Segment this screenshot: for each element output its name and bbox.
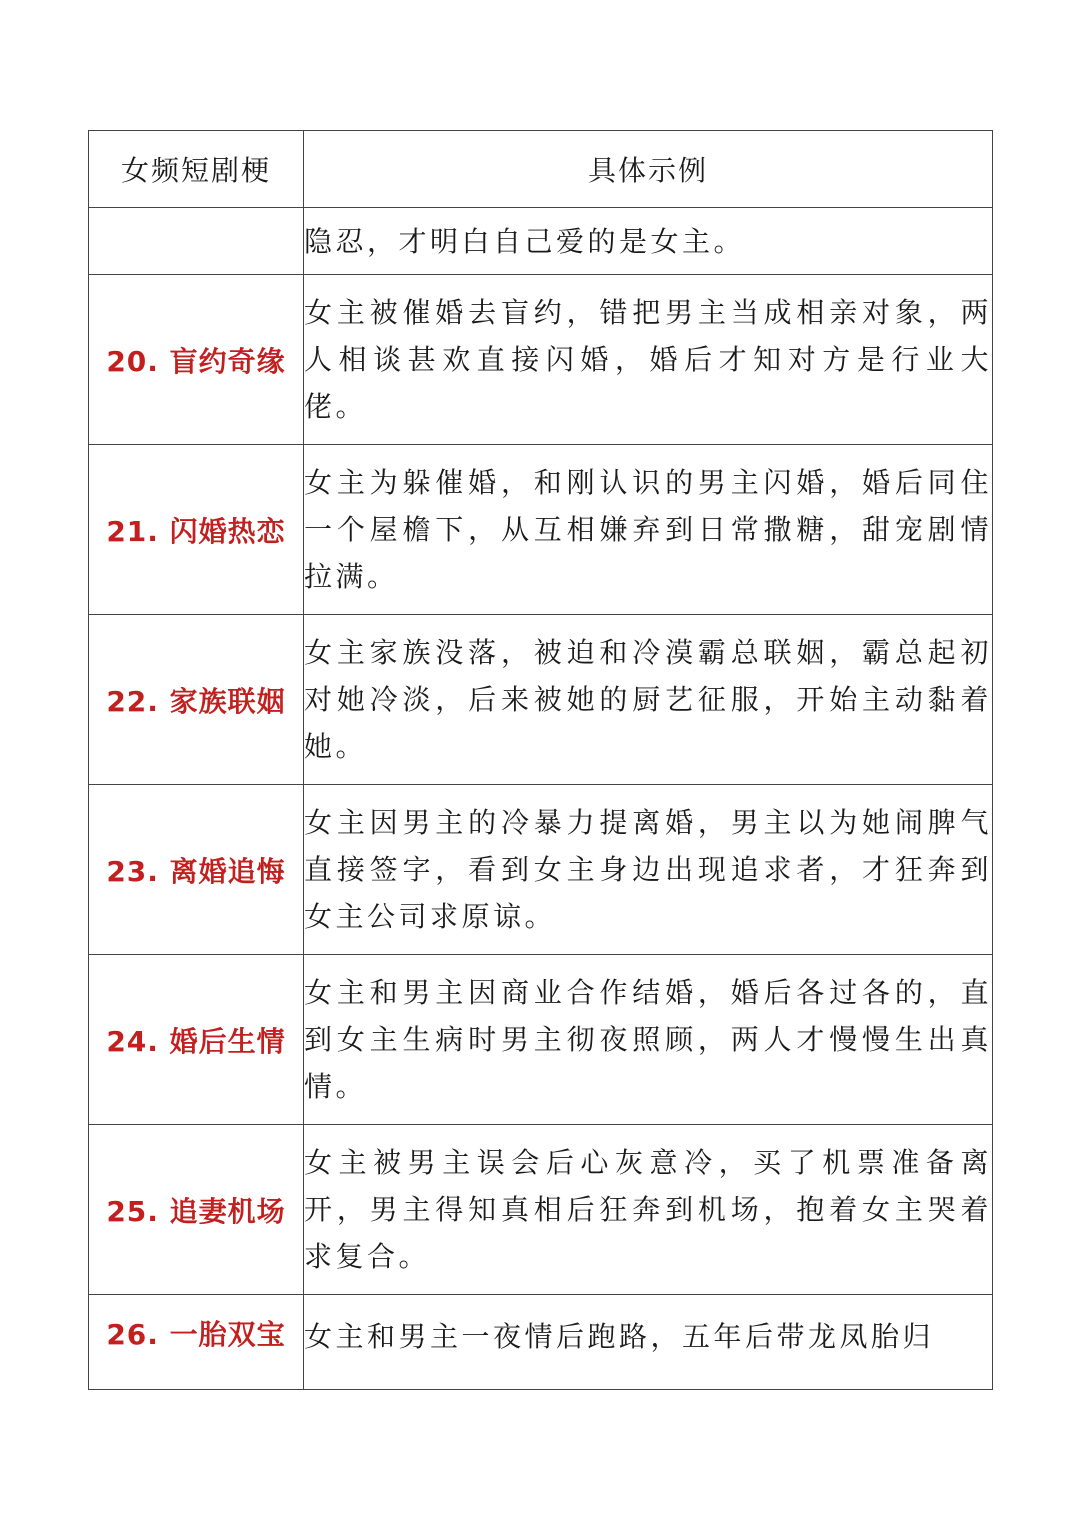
table-row bbox=[89, 1295, 993, 1390]
trope-example-text: 女主和男主一夜情后跑路，五年后带龙凤胎归 bbox=[304, 1320, 935, 1353]
header-trope: 女频短剧梗 bbox=[89, 131, 304, 208]
trope-table bbox=[88, 130, 993, 1390]
trope-example bbox=[304, 1125, 993, 1295]
table-header-row bbox=[89, 131, 993, 208]
trope-example-text: 女主和男主因商业合作结婚，婚后各过各的，直到女主生病时男主彻夜照顾，两人才慢慢生出真情。 bbox=[304, 976, 992, 1103]
trope-example bbox=[304, 208, 993, 275]
header-example: 具体示例 bbox=[304, 131, 993, 208]
table-row bbox=[89, 955, 993, 1125]
trope-name: 22. 家族联姻 bbox=[89, 615, 304, 785]
table-row bbox=[89, 208, 993, 275]
table-row bbox=[89, 615, 993, 785]
trope-example-text: 女主因男主的冷暴力提离婚，男主以为她闹脾气直接签字，看到女主身边出现追求者，才狂奔到女主公司求原谅。 bbox=[304, 806, 992, 933]
trope-name: 26. 一胎双宝 bbox=[89, 1295, 304, 1390]
trope-example-text: 女主为躲催婚，和刚认识的男主闪婚，婚后同住一个屋檐下，从互相嫌弃到日常撒糖，甜宠剧情拉满。 bbox=[304, 466, 992, 593]
trope-example bbox=[304, 445, 993, 615]
trope-example bbox=[304, 275, 993, 445]
trope-example bbox=[304, 785, 993, 955]
table-row bbox=[89, 445, 993, 615]
trope-example bbox=[304, 615, 993, 785]
trope-example-text: 隐忍，才明白自己爱的是女主。 bbox=[304, 224, 746, 258]
table-row bbox=[89, 785, 993, 955]
trope-example-text: 女主家族没落，被迫和冷漠霸总联姻，霸总起初对她冷淡，后来被她的厨艺征服，开始主动黏着她。 bbox=[304, 636, 992, 763]
trope-name: 24. 婚后生情 bbox=[89, 955, 304, 1125]
trope-example bbox=[304, 955, 993, 1125]
trope-name: 21. 闪婚热恋 bbox=[89, 445, 304, 615]
trope-example-text: 女主被催婚去盲约，错把男主当成相亲对象，两人相谈甚欢直接闪婚，婚后才知对方是行业大佬。 bbox=[304, 296, 992, 423]
trope-name: 20. 盲约奇缘 bbox=[89, 275, 304, 445]
table-row bbox=[89, 275, 993, 445]
trope-name bbox=[89, 208, 304, 275]
trope-example bbox=[304, 1295, 993, 1390]
table-row bbox=[89, 1125, 993, 1295]
trope-name: 23. 离婚追悔 bbox=[89, 785, 304, 955]
trope-name: 25. 追妻机场 bbox=[89, 1125, 304, 1295]
trope-example-text: 女主被男主误会后心灰意冷，买了机票准备离开，男主得知真相后狂奔到机场，抱着女主哭着求复合。 bbox=[304, 1146, 992, 1273]
